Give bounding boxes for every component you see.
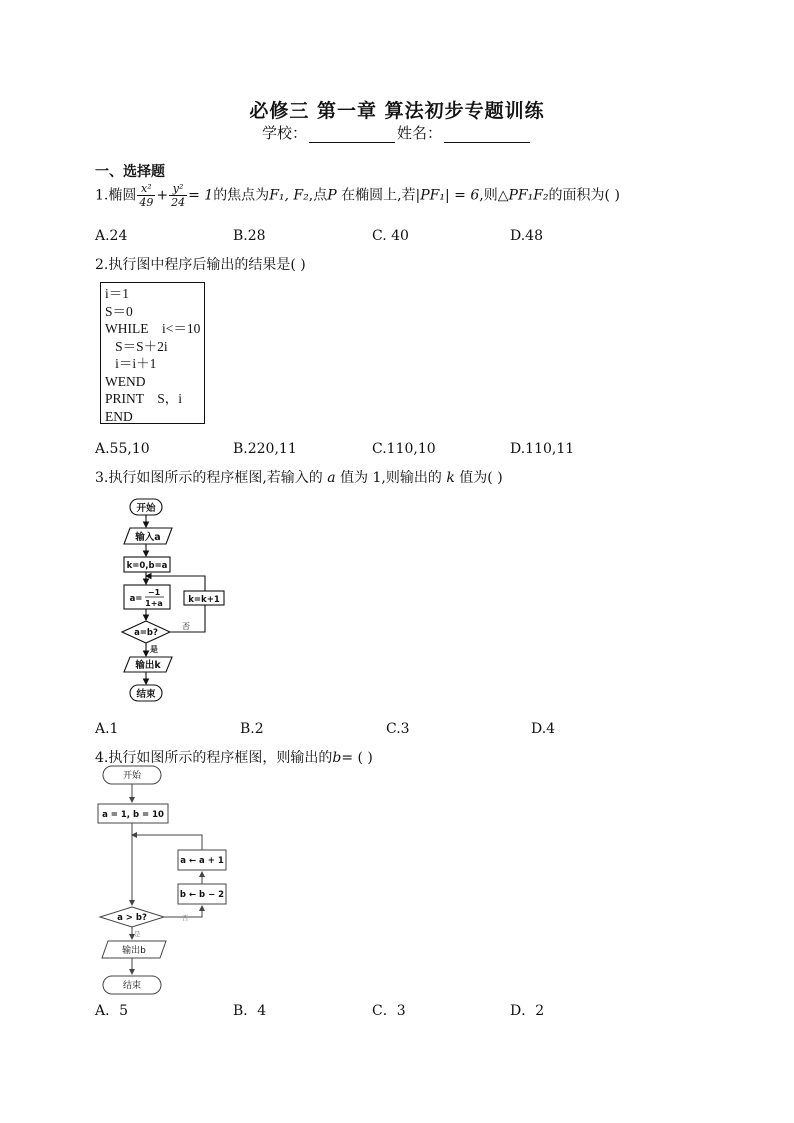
q4-option-c[interactable]: C．3	[372, 1003, 406, 1019]
code-line: WEND	[105, 373, 146, 389]
program-code-box	[100, 282, 205, 424]
q1-equals: = 1	[188, 187, 214, 204]
code-line: S＝0	[105, 303, 133, 319]
q1-triangle: PF₁F₂	[508, 187, 549, 204]
code-line: WHILE i<＝10	[105, 321, 201, 336]
flow-assign-lhs: a=	[129, 594, 143, 604]
q3-text1: 3.执行如图所示的程序框图,若输入的	[95, 470, 323, 486]
q4-option-d[interactable]: D．2	[510, 1003, 545, 1019]
q1-text3: 在椭圆上,若	[341, 187, 416, 204]
q4-option-b[interactable]: B．4	[233, 1003, 267, 1019]
q3-option-b[interactable]: B.2	[240, 721, 264, 737]
code-line: S＝S＋2i	[105, 338, 168, 354]
flow-yes-label: 是	[150, 645, 158, 654]
flow-no-label: 否	[182, 622, 190, 631]
code-line: i＝1	[105, 286, 130, 301]
name-label: 姓名：	[397, 124, 443, 142]
q1-text2: ,点	[308, 187, 328, 204]
flow-assign-den: 1+a	[145, 599, 163, 608]
question-3	[95, 467, 503, 487]
q3-option-a[interactable]: A.1	[95, 721, 119, 737]
q2-option-b[interactable]: B.220,11	[233, 441, 297, 457]
flow-input-label: 输入a	[135, 532, 161, 543]
q1-text1: 的焦点为	[213, 187, 270, 204]
q1-fraction-y: $\frac{\text{y²}}{24}$	[171, 182, 186, 209]
q1-prefix: 1.椭圆	[95, 187, 137, 204]
q1-plus: +	[156, 187, 169, 204]
flow-inc-a-label: a ← a + 1	[180, 856, 224, 866]
q3-text3: 值为( )	[459, 470, 503, 486]
flow-assign-num: −1	[147, 588, 161, 597]
q1-fraction-x: $\frac{\text{x²}}{49}$	[139, 182, 154, 209]
q1-text5: 的面积为( )	[548, 187, 620, 204]
flow-yes-label: 是	[134, 930, 141, 938]
flow-dec-b-label: b ← b − 2	[179, 890, 225, 900]
q2-option-d[interactable]: D.110,11	[510, 441, 575, 457]
q3-var-k: k	[446, 470, 455, 486]
flow-start-label: 开始	[122, 771, 142, 781]
question-2: 2.执行图中程序后输出的结果是( )	[95, 257, 306, 273]
code-line: PRINT S，i	[105, 391, 183, 406]
page-title: 必修三 第一章 算法初步专题训练	[249, 100, 545, 122]
q1-option-b[interactable]: B.28	[233, 228, 266, 244]
section-heading: 一、选择题	[95, 164, 165, 180]
flow-start-label: 开始	[136, 503, 156, 514]
flow-output-label: 输出k	[135, 660, 161, 671]
q1-option-a[interactable]: A.24	[95, 228, 128, 244]
q2-option-a[interactable]: A.55,10	[95, 441, 150, 457]
q3-flowchart	[110, 494, 240, 706]
q3-option-c[interactable]: C.3	[386, 721, 410, 737]
code-line: i＝i＋1	[105, 356, 157, 371]
q3-var-a: a	[327, 470, 336, 486]
q4-text2: = ( )	[341, 750, 373, 766]
name-blank[interactable]	[444, 128, 530, 143]
q1-foci: F₁, F₂	[269, 187, 309, 204]
flow-init-label: a = 1, b = 10	[102, 810, 164, 820]
q1-option-c[interactable]: C. 40	[372, 228, 409, 244]
q3-option-d[interactable]: D.4	[531, 721, 556, 737]
student-info-line	[0, 122, 794, 143]
q1-text4: ,则△	[479, 187, 509, 204]
flow-end-label: 结束	[122, 981, 142, 991]
q1-point-p: P	[327, 187, 337, 204]
q3-text2: 值为 1,则输出的	[340, 470, 442, 486]
flow-output-label: 输出b	[122, 946, 146, 956]
question-1	[95, 182, 620, 209]
q1-option-d[interactable]: D.48	[510, 228, 543, 244]
q4-var-b: b	[332, 750, 342, 766]
q1-condition: |PF₁| = 6	[415, 187, 480, 204]
flow-decision-label: a=b?	[134, 628, 158, 638]
school-blank[interactable]	[309, 128, 395, 143]
q4-option-a[interactable]: A．5	[95, 1003, 129, 1019]
q4-flowchart	[90, 762, 240, 998]
school-label: 学校：	[261, 124, 307, 142]
q2-option-c[interactable]: C.110,10	[372, 441, 436, 457]
flow-decision-label: a > b?	[117, 913, 147, 923]
code-line: END	[105, 408, 133, 424]
flow-no-label: 否	[182, 914, 189, 922]
q4-text1: 4.执行如图所示的程序框图，则输出的	[95, 750, 333, 766]
flow-init-label: k=0,b=a	[126, 561, 168, 571]
flow-end-label: 结束	[136, 689, 156, 700]
flow-increment-label: k=k+1	[188, 595, 220, 605]
